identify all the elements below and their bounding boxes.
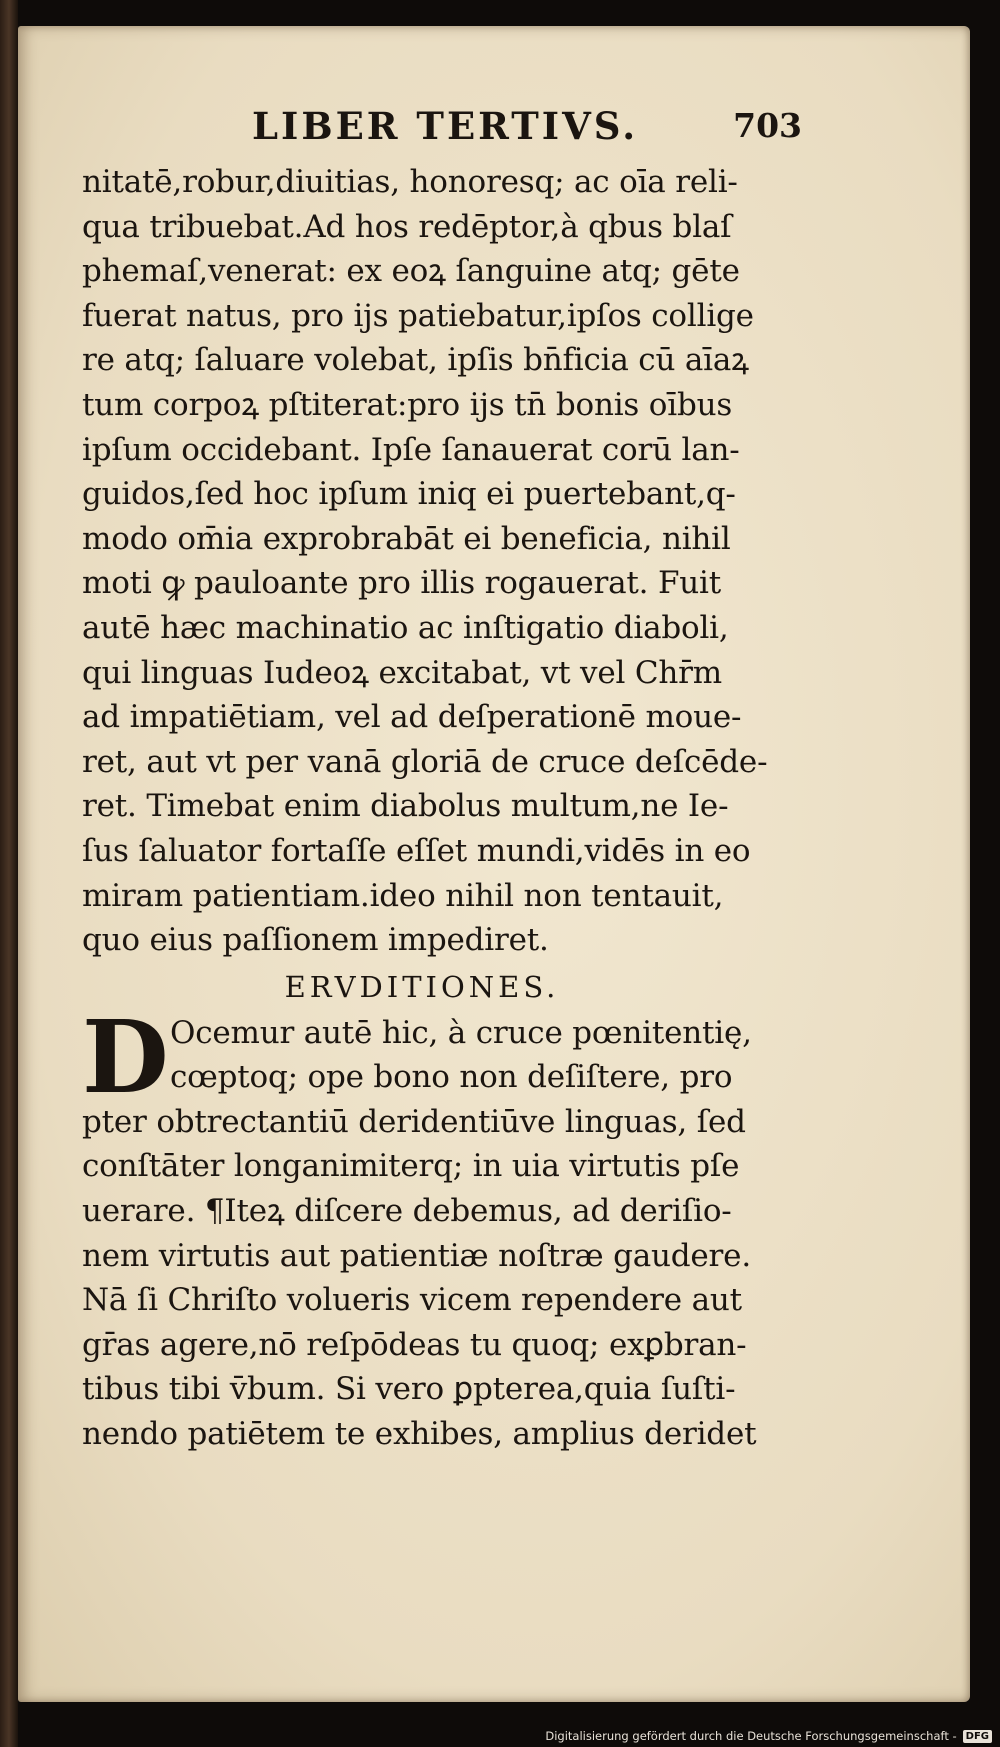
text-line: qui linguas Iudeoꝝ excitabat, vt vel Chr̄m bbox=[82, 654, 722, 691]
drop-cap: D bbox=[82, 997, 169, 1116]
text-line: ad impatiētiam, vel ad deſperationē moue- bbox=[82, 699, 742, 736]
text-block bbox=[82, 104, 802, 1457]
text-line: phemaſ,venerat: ex eoꝝ ſanguine atq; gēte bbox=[82, 253, 740, 290]
digitization-credit bbox=[545, 1729, 992, 1743]
text-line: autē hæc machinatio ac inſtigatio diaboli, bbox=[82, 609, 729, 646]
text-line: moti ꝙ pauloante pro illis rogauerat. Fuit bbox=[82, 565, 722, 602]
page-number: 703 bbox=[733, 106, 802, 145]
text-line: conſtāter longanimiterq; in uia virtutis pſe bbox=[82, 1148, 740, 1185]
text-line: Ocemur autē hic, à cruce pœnitentię, bbox=[170, 1014, 752, 1051]
text-line: quo eius paſſionem impediret. bbox=[82, 922, 549, 959]
text-line: nem virtutis aut patientiæ noſtræ gaudere. bbox=[82, 1237, 751, 1274]
text-line: miram patientiam.ideo nihil non tentauit, bbox=[82, 877, 724, 914]
text-line: nitatē,robur,diuitias, honoresq; ac oīa reli- bbox=[82, 164, 738, 200]
dfg-logo: DFG bbox=[963, 1730, 992, 1743]
text-line: qua tribuebat.Ad hos redēptor,à qbus blaſ bbox=[82, 208, 732, 245]
paragraph-1 bbox=[82, 160, 802, 963]
text-line: uerare. ¶Iteꝝ diſcere debemus, ad deriſio- bbox=[82, 1193, 732, 1230]
section-heading: ERVDITIONES. bbox=[284, 969, 560, 1004]
credit-text: Digitalisierung gefördert durch die Deutsche Forschungsgemeinschaft - bbox=[545, 1729, 957, 1743]
text-line: Nā ſi Chriſto volueris vicem rependere aut bbox=[82, 1282, 742, 1319]
text-line: tum corpoꝝ pſtiterat:pro ijs tn̄ bonis oībus bbox=[82, 386, 733, 423]
text-line: cœptoq; ope bono non deſiſtere, pro bbox=[170, 1059, 733, 1096]
running-head bbox=[82, 104, 802, 160]
text-line: re atq; ſaluare volebat, ipſis bn̄ficia cū aīaꝝ bbox=[82, 342, 749, 379]
text-line: nendo patiētem te exhibes, amplius deridet bbox=[82, 1416, 757, 1453]
text-line: gr̄as agere,nō reſpōdeas tu quoq; exꝑbran- bbox=[82, 1326, 747, 1363]
book-spine-edge bbox=[0, 0, 18, 1747]
paragraph-2 bbox=[82, 997, 802, 1457]
text-line: fuerat natus, pro ijs patiebatur,ipſos collige bbox=[82, 297, 754, 334]
text-line: ſus ſaluator fortaſſe eſſet mundi,vidēs in eo bbox=[82, 832, 751, 869]
text-line: guidos,ſed hoc ipſum iniq ei puertebant,q- bbox=[82, 476, 736, 513]
text-line: ret. Timebat enim diabolus multum,ne Ie- bbox=[82, 788, 729, 825]
text-line: ret, aut vt per vanā gloriā de cruce deſcēde- bbox=[82, 743, 768, 780]
text-line: tibus tibi v̄bum. Si vero ꝑpterea,quia ſuſti- bbox=[82, 1371, 736, 1408]
text-line: modo om̄ia exprobrabāt ei beneficia, nihil bbox=[82, 520, 731, 557]
text-line: pter obtrectantiū deridentiūve linguas, ſed bbox=[82, 1103, 746, 1140]
text-line: ipſum occidebant. Ipſe ſanauerat corū lan- bbox=[82, 431, 740, 468]
book-page bbox=[18, 26, 970, 1702]
running-head-title: LIBER TERTIVS. bbox=[252, 104, 639, 148]
